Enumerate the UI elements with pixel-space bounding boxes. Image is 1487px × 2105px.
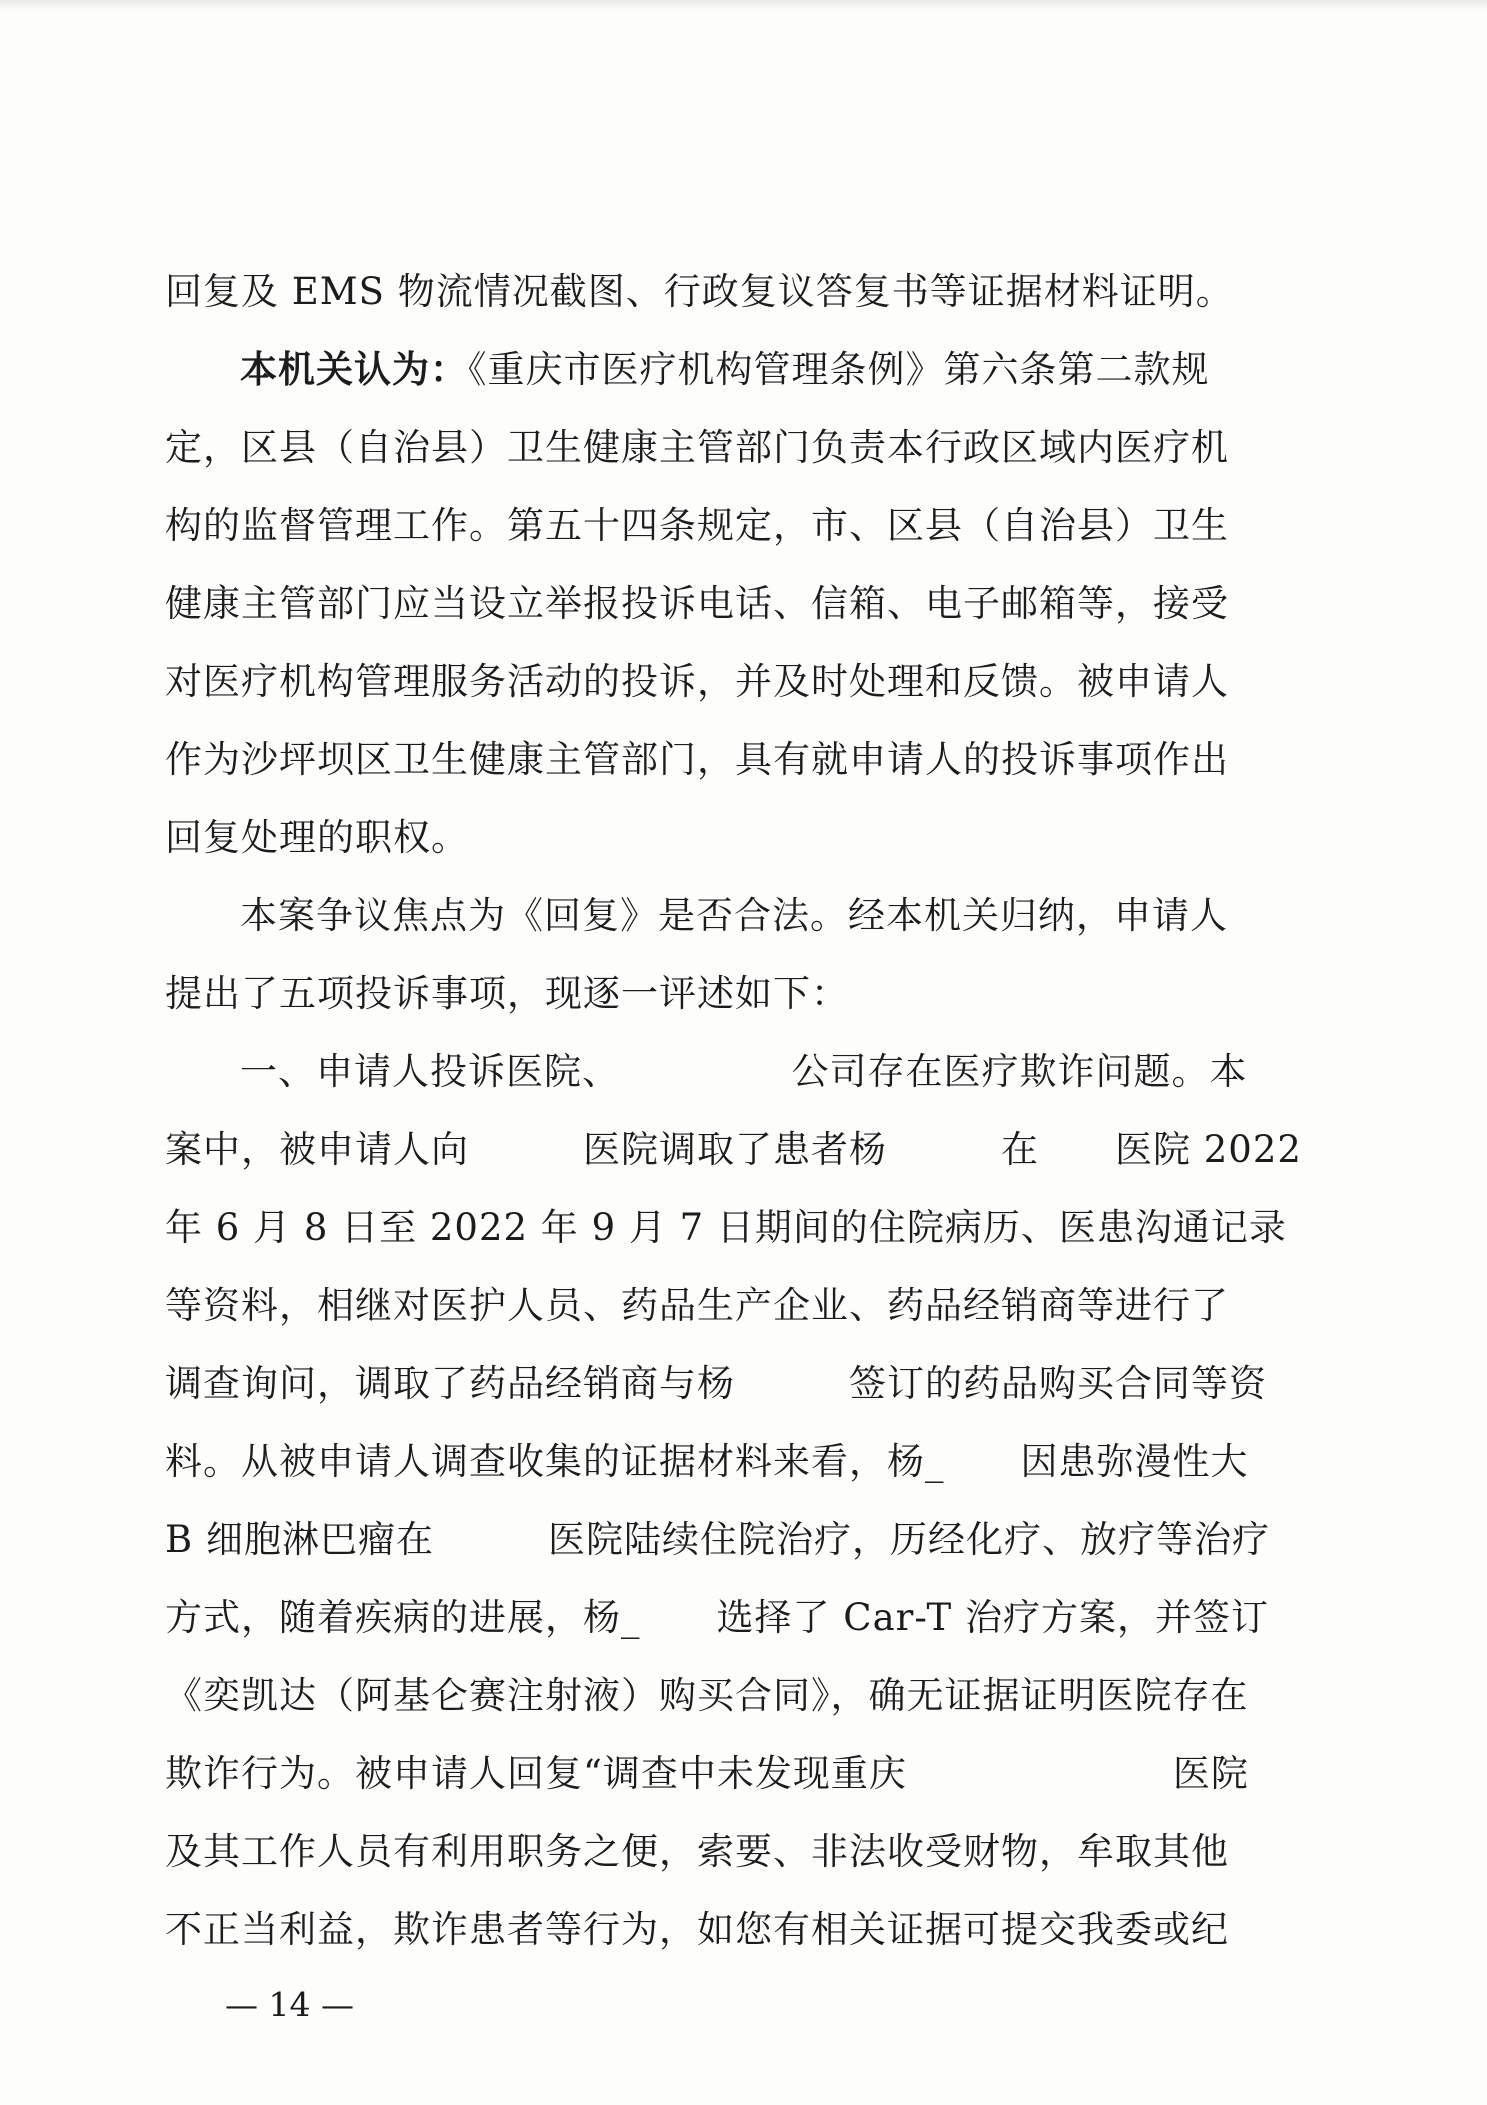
- text-line: 不正当利益，欺诈患者等行为，如您有相关证据可提交我委或纪: [165, 1908, 1229, 1951]
- text-line: 构的监督管理工作。第五十四条规定，市、区县（自治县）卫生: [165, 504, 1229, 547]
- text-line: 本机关认为：《重庆市医疗机构管理条例》第六条第二款规: [240, 348, 1210, 391]
- text-line: 本案争议焦点为《回复》是否合法。经本机关归纳，申请人: [240, 894, 1228, 937]
- text-line: 作为沙坪坝区卫生健康主管部门，具有就申请人的投诉事项作出: [165, 738, 1229, 781]
- text-line: 提出了五项投诉事项，现逐一评述如下：: [165, 972, 849, 1015]
- text-line: 料。从被申请人调查收集的证据材料来看，杨_ 因患弥漫性大: [165, 1440, 1249, 1483]
- text-line: 对医疗机构管理服务活动的投诉，并及时处理和反馈。被申请人: [165, 660, 1229, 703]
- text-line: 欺诈行为。被申请人回复“调查中未发现重庆 医院: [165, 1752, 1249, 1795]
- text-line: 调查询问，调取了药品经销商与杨 签订的药品购买合同等资: [165, 1362, 1267, 1405]
- text-line: 回复及 EMS 物流情况截图、行政复议答复书等证据材料证明。: [165, 270, 1234, 313]
- text-line: 定，区县（自治县）卫生健康主管部门负责本行政区域内医疗机: [165, 426, 1229, 469]
- text-line: B 细胞淋巴瘤在 医院陆续住院治疗，历经化疗、放疗等治疗: [165, 1518, 1270, 1561]
- page-number: — 14 —: [225, 1985, 354, 2024]
- text-line: 等资料，相继对医护人员、药品生产企业、药品经销商等进行了: [165, 1284, 1229, 1327]
- text-line: 及其工作人员有利用职务之便，索要、非法收受财物，牟取其他: [165, 1830, 1229, 1873]
- text-line: 一、申请人投诉医院、 公司存在医疗欺诈问题。本: [240, 1050, 1248, 1093]
- text-line: 健康主管部门应当设立举报投诉电话、信箱、电子邮箱等，接受: [165, 582, 1229, 625]
- text-line: 回复处理的职权。: [165, 816, 469, 859]
- text-line: 方式，随着疾病的进展，杨_ 选择了 Car-T 治疗方案，并签订: [165, 1596, 1269, 1639]
- text-line: 案中，被申请人向 医院调取了患者杨 在 医院 2022: [165, 1128, 1302, 1171]
- lead-bold-text: 本机关认为：: [240, 348, 468, 391]
- text-line: 《奕凯达（阿基仑赛注射液）购买合同》，确无证据证明医院存在: [165, 1674, 1249, 1717]
- text-line: 年 6 月 8 日至 2022 年 9 月 7 日期间的住院病历、医患沟通记录: [165, 1206, 1287, 1249]
- scan-edge: [0, 0, 1487, 10]
